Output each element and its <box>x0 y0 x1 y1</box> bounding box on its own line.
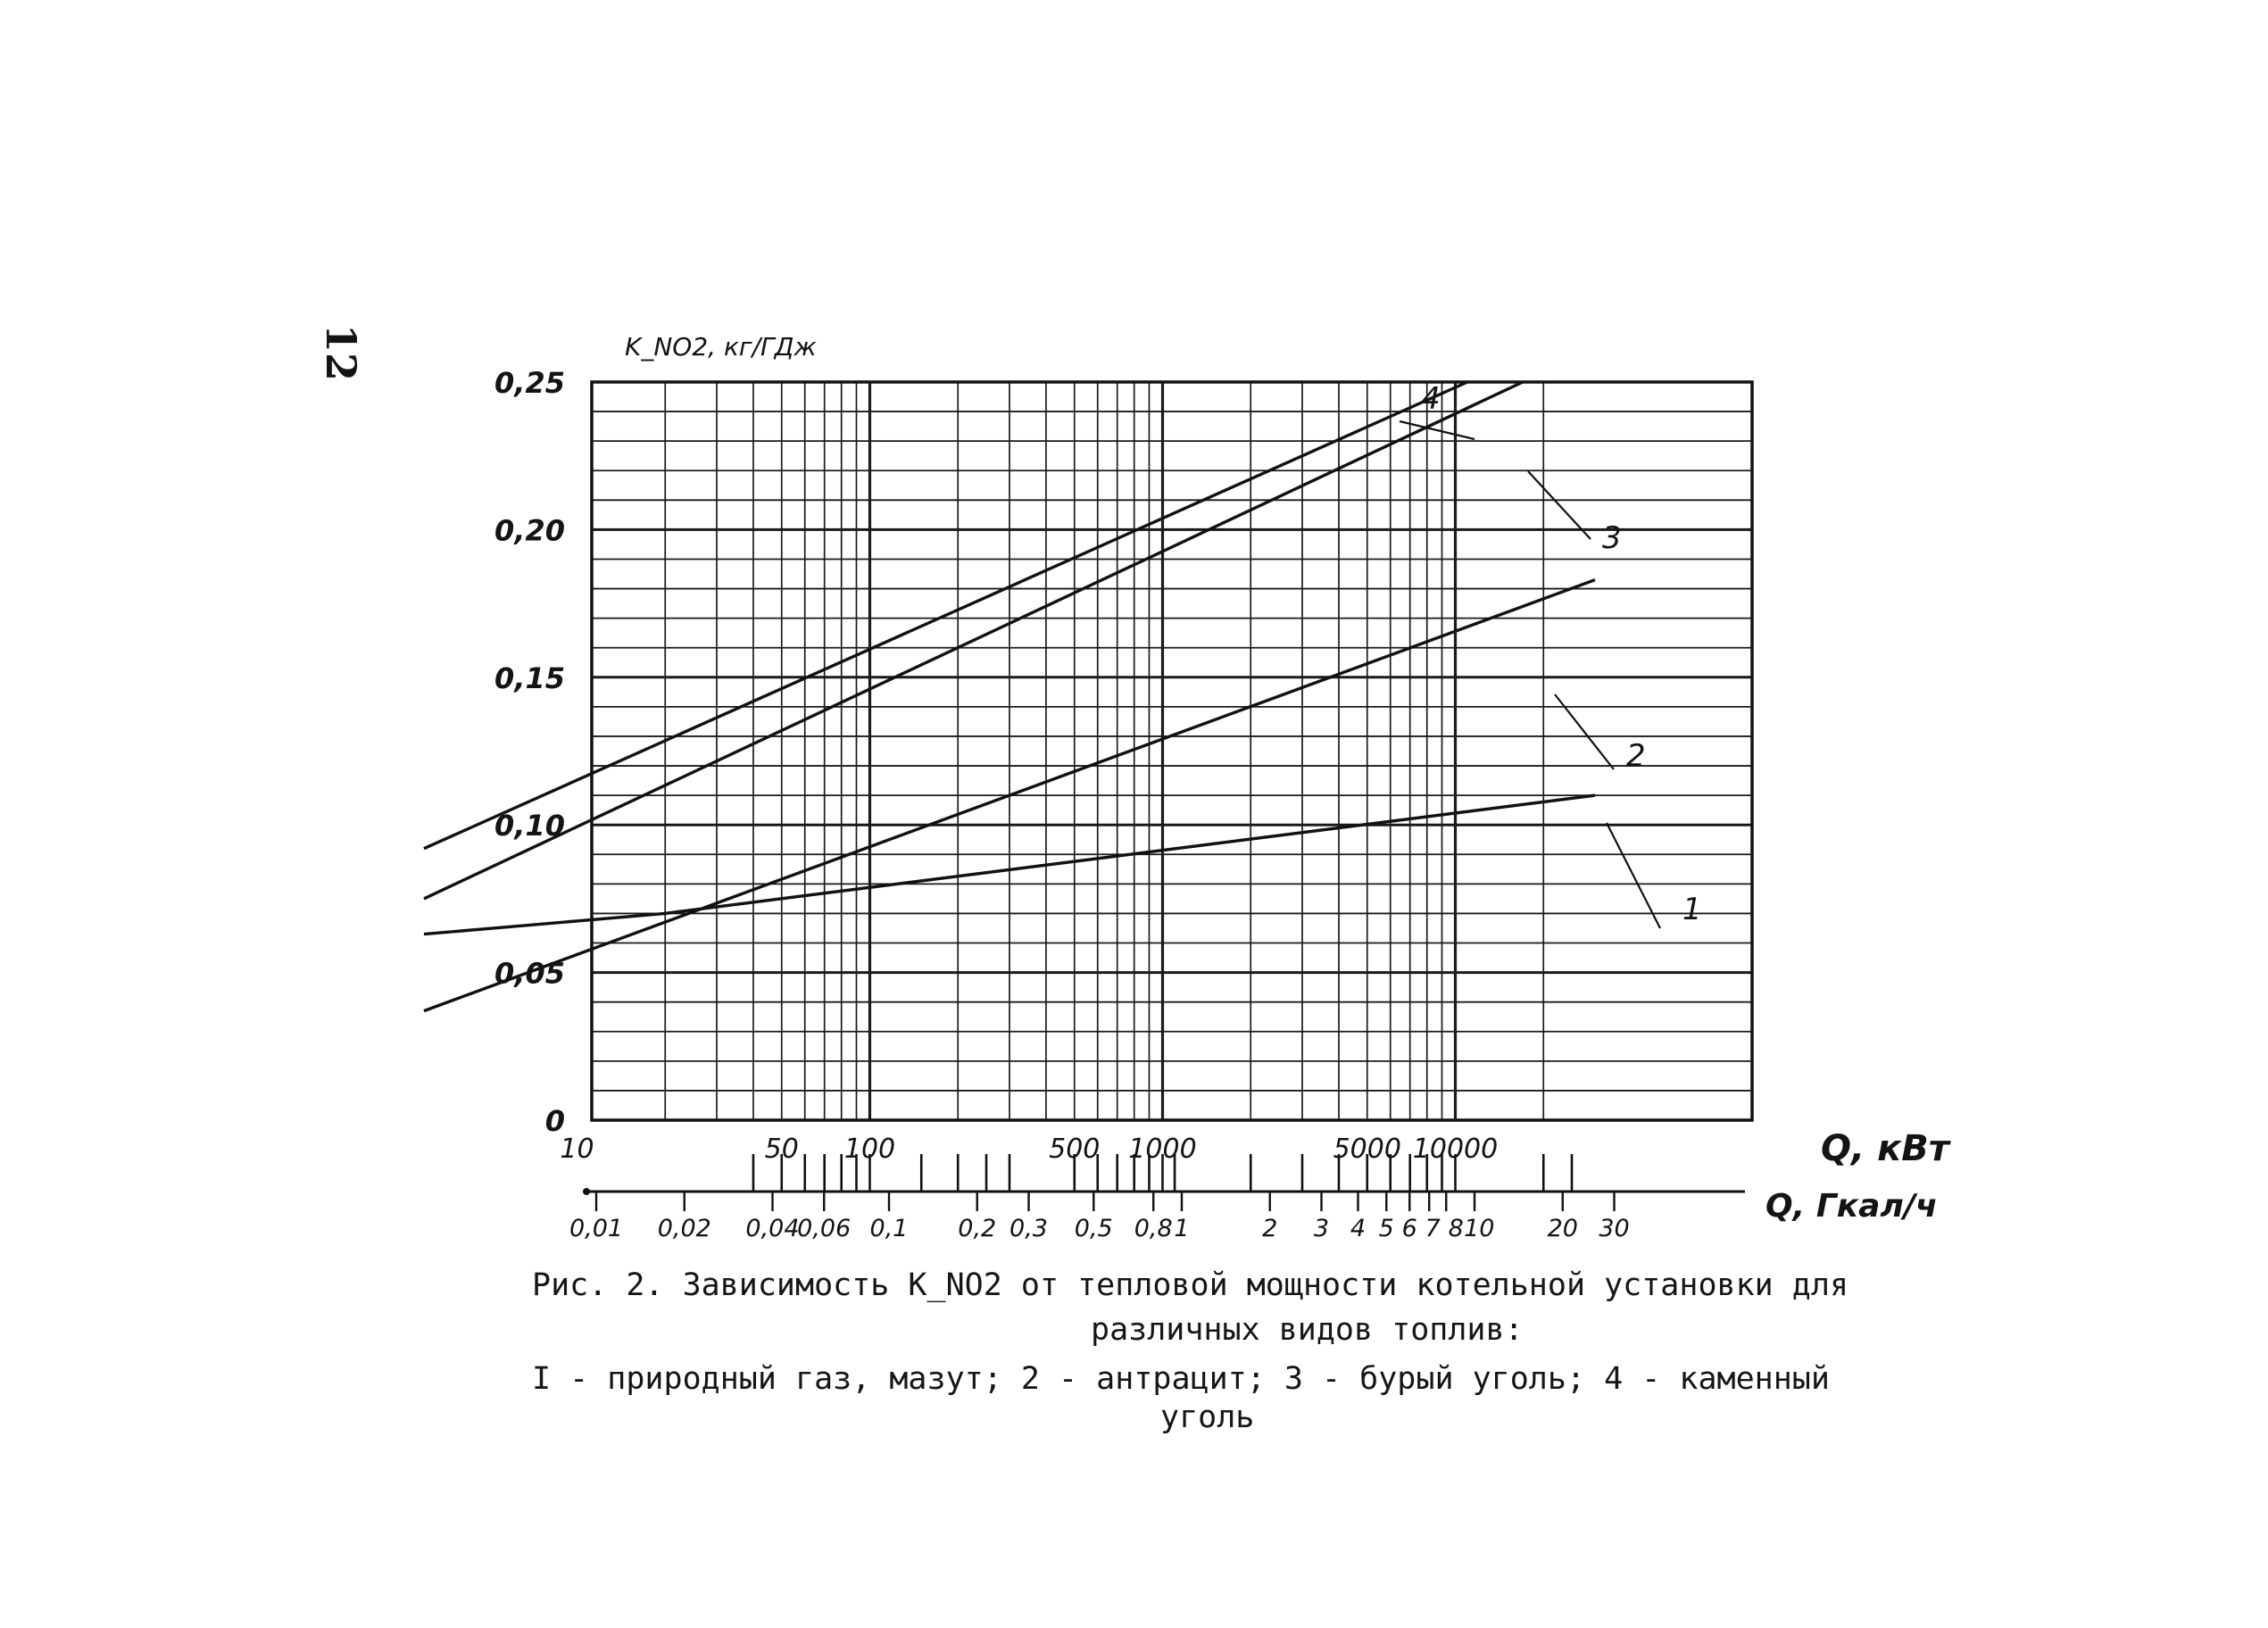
caption-line-1 <box>532 1267 1848 1303</box>
secondary-tick-label: 5 <box>1378 1215 1394 1242</box>
secondary-tick-label: 0,01 <box>569 1215 624 1242</box>
y-tick-label: 0,25 <box>494 366 565 400</box>
y-tick-label: 0,05 <box>494 956 565 991</box>
y-tick-label: 0,10 <box>494 809 565 843</box>
series-line-4 <box>424 382 1467 849</box>
secondary-tick-label: 0,06 <box>797 1215 852 1242</box>
secondary-tick-label: 1 <box>1174 1215 1190 1242</box>
secondary-tick-label: 0,5 <box>1074 1215 1113 1242</box>
secondary-tick-label: 0,04 <box>745 1215 800 1242</box>
secondary-tick-label: 0,2 <box>958 1215 997 1242</box>
secondary-axis-label: Q, Гкал/ч <box>1765 1188 1938 1225</box>
series-label-1: 1 <box>1682 892 1702 927</box>
secondary-tick-label: 6 <box>1401 1215 1417 1242</box>
caption-line-1-text: Рис. 2. Зависимость K_NO2 от тепловой мощности котельной установки для <box>532 1267 1849 1303</box>
x-tick-label: 50 <box>764 1134 799 1165</box>
plot-frame <box>592 382 1752 1120</box>
caption-line-4: уголь <box>1160 1400 1255 1435</box>
secondary-tick-label: 20 <box>1547 1215 1578 1242</box>
series-label-3: 3 <box>1602 520 1622 556</box>
series-leader-2 <box>1555 694 1614 769</box>
secondary-tick-label: 8 <box>1448 1215 1464 1242</box>
series-labels <box>1400 381 1702 928</box>
x-tick-label: 1000 <box>1128 1134 1197 1165</box>
chart-tick-labels <box>494 332 1952 1242</box>
secondary-axis-start-dot <box>583 1188 590 1195</box>
x-tick-label: 10 <box>560 1134 594 1165</box>
secondary-tick-label: 30 <box>1599 1215 1630 1242</box>
secondary-tick-label: 2 <box>1262 1215 1278 1242</box>
x-tick-label: 100 <box>843 1134 896 1165</box>
secondary-tick-label: 0,1 <box>869 1215 909 1242</box>
y-tick-label: 0,15 <box>494 660 565 695</box>
secondary-tick-label: 4 <box>1350 1215 1367 1242</box>
series-leader-1 <box>1607 823 1660 928</box>
y-axis-label: K_NO2, кг/ГДж <box>625 332 817 361</box>
chart-grid <box>592 382 1752 1120</box>
x-tick-label: 500 <box>1049 1134 1101 1165</box>
caption-line-3: I - природный газ, мазут; 2 - антрацит; 3 - бурый уголь; 4 - каменный <box>532 1361 1830 1397</box>
series-line-3 <box>424 382 1523 899</box>
x-tick-label: 10000 <box>1412 1134 1499 1165</box>
secondary-tick-label: 0,3 <box>1009 1215 1048 1242</box>
secondary-tick-label: 10 <box>1464 1215 1495 1242</box>
y-tick-label: 0,20 <box>494 513 565 548</box>
x-axis-label: Q, кВт <box>1821 1128 1949 1169</box>
x-tick-label: 5000 <box>1333 1134 1401 1165</box>
secondary-tick-label: 3 <box>1313 1215 1330 1242</box>
page-number: 12 <box>317 323 366 382</box>
series-label-2: 2 <box>1626 738 1646 774</box>
caption-line-2: различных видов топлив: <box>1091 1312 1524 1348</box>
secondary-tick-label: 7 <box>1425 1215 1441 1242</box>
series-label-4: 4 <box>1421 381 1441 417</box>
secondary-tick-label: 0,8 <box>1134 1215 1173 1242</box>
secondary-tick-label: 0,02 <box>657 1215 711 1242</box>
y-tick-label: 0 <box>544 1104 565 1138</box>
